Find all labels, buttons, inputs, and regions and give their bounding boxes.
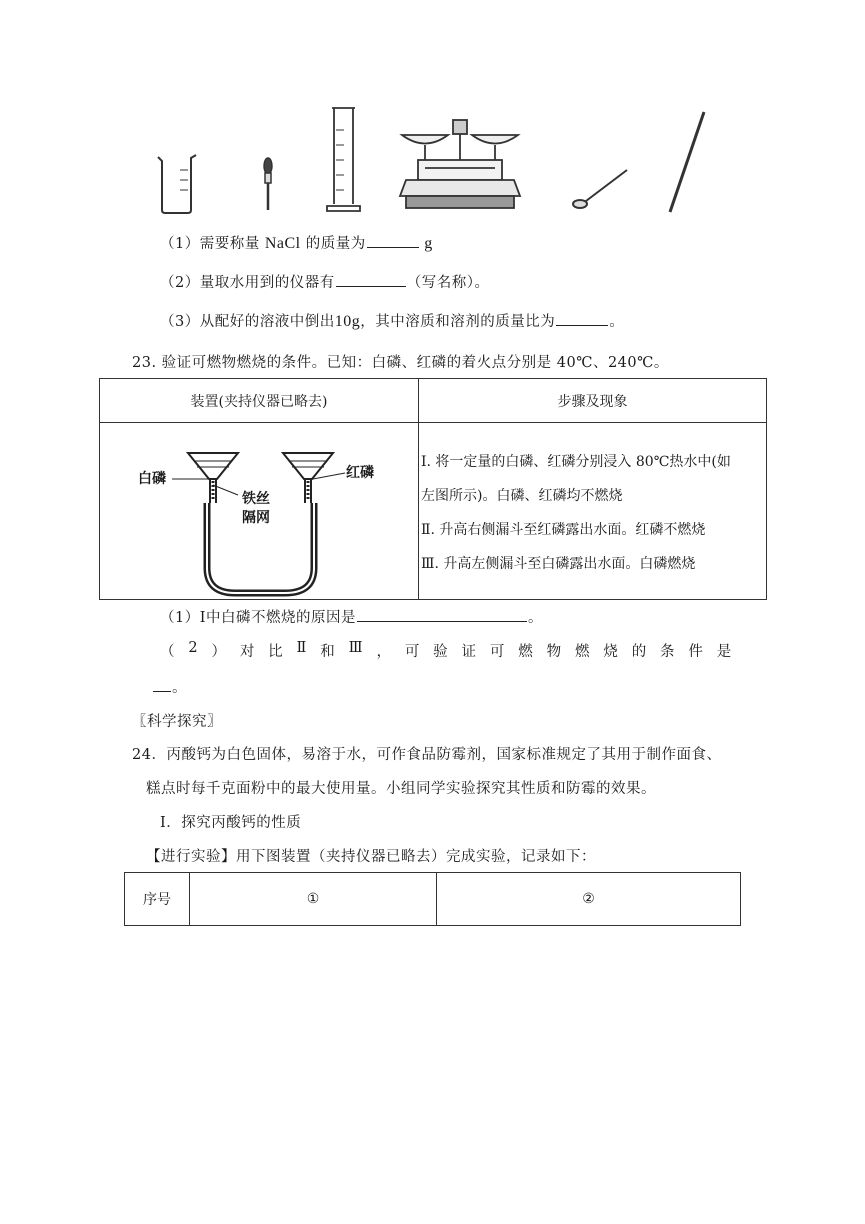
q23-part2-char: 燃 [518,644,534,660]
q23-part2-char: 2 [188,640,199,656]
q24-table [124,872,741,926]
q23-part1-post: 。 [527,610,543,626]
step-2: Ⅱ. 升高右侧漏斗至红磷露出水面。红磷不燃烧 [421,522,706,538]
lab-apparatus-illustration [150,100,720,220]
q23-part2-char: 可 [489,644,505,660]
q22-part1-text: （1）需要称量 [160,236,265,252]
spoon-icon [573,170,627,208]
step-3: Ⅲ. 升高左侧漏斗至白磷露出水面。白磷燃烧 [421,556,696,572]
q22-part1-mid: 的质量为 [300,236,366,252]
q24-line2: 糕点时每千克面粉中的最大使用量。小组同学实验探究其性质和防霉的效果。 [146,781,656,797]
q23-part2-char: 验 [433,644,449,660]
q23-part2-char: 件 [688,644,704,660]
col-header-1: ① [190,873,437,926]
q23-part2-end [152,676,187,697]
col-header-number: 序号 [125,873,190,926]
q23-part2-char: 条 [660,644,676,660]
step-1-line1: Ⅰ. 将一定量的白磷、红磷分别浸入 80℃热水中(如 [421,454,731,470]
q23-intro: 23. 验证可燃物燃烧的条件。已知：白磷、红磷的着火点分别是 40℃、240℃。 [132,355,669,371]
label-red-phosphorus: 红磷 [346,465,374,481]
q23-part2-end-text: 。 [172,680,187,696]
balance-scale-icon [400,120,520,208]
q22-part3-mid: ，其中溶质和溶剂的质量比为 [360,314,556,330]
q22-part3 [160,310,624,331]
unit-g: g [419,235,433,252]
dropper-icon [264,158,272,210]
steps-cell [419,423,767,600]
beaker-icon [158,155,196,213]
q23-part2-char: ， [376,644,392,660]
q23-part2-char: 的 [631,644,647,660]
answer-blank[interactable] [336,272,406,287]
q23-part2-char: 和 [320,644,336,660]
q23-part1-text: （1）Ⅰ中白磷不燃烧的原因是 [160,610,356,626]
label-white-phosphorus: 白磷 [138,471,166,487]
step-1-line2: 左图所示)。白磷、红磷均不燃烧 [421,488,623,504]
answer-blank[interactable] [357,607,527,622]
graduated-cylinder-icon [327,108,360,211]
col-header-2: ② [437,873,741,926]
label-mesh-2: 隔网 [242,510,270,526]
q23-part2-char: 烧 [603,644,619,660]
answer-blank[interactable] [367,233,419,248]
q24-part1-heading: Ⅰ．探究丙酸钙的性质 [160,815,302,831]
label-mesh-1: 铁丝 [242,491,270,507]
answer-blank[interactable] [556,311,608,326]
q23-part1 [160,606,543,627]
q23-part2-char: 证 [461,644,477,660]
section-heading: 〖科学探究〗 [132,714,222,730]
q23-part2-char: 对 [239,644,255,660]
q24-experiment: 【进行实验】用下图装置（夹持仪器已略去）完成实验，记录如下： [146,849,596,865]
q22-part3-text: （3）从配好的溶液中倒出 [160,314,335,330]
q23-part2-char: 是 [716,644,732,660]
q23-part2-char: 燃 [574,644,590,660]
q23-part2 [160,640,732,661]
q22-part2 [160,271,489,292]
q22-part1 [160,232,433,253]
q23-part2-char: ） [211,644,227,660]
q23-part2-char: Ⅲ [348,640,364,656]
q24-line1: 24．丙酸钙为白色固体，易溶于水，可作食品防霉剂，国家标准规定了其用于制作面食、 [132,747,722,763]
q22-part3-post: 。 [609,314,625,330]
col-header-steps: 步骤及现象 [419,379,767,423]
q23-part2-char: 可 [404,644,420,660]
q22-part2-text: （2）量取水用到的仪器有 [160,275,335,291]
q23-table [99,378,767,600]
q23-part2-char: Ⅱ [296,640,307,656]
q22-part2-post: （写名称）。 [406,275,490,291]
col-header-apparatus: 装置(夹持仪器已略去) [100,379,419,423]
amount-10g: 10g [334,313,361,330]
q23-part2-char: 比 [268,644,284,660]
apparatus-cell [100,423,419,600]
q23-part2-char: （ [160,644,175,660]
answer-blank[interactable] [153,677,171,692]
q23-part2-char: 物 [546,644,562,660]
nacl-formula: NaCl [264,235,301,252]
glass-rod-icon [670,112,704,212]
